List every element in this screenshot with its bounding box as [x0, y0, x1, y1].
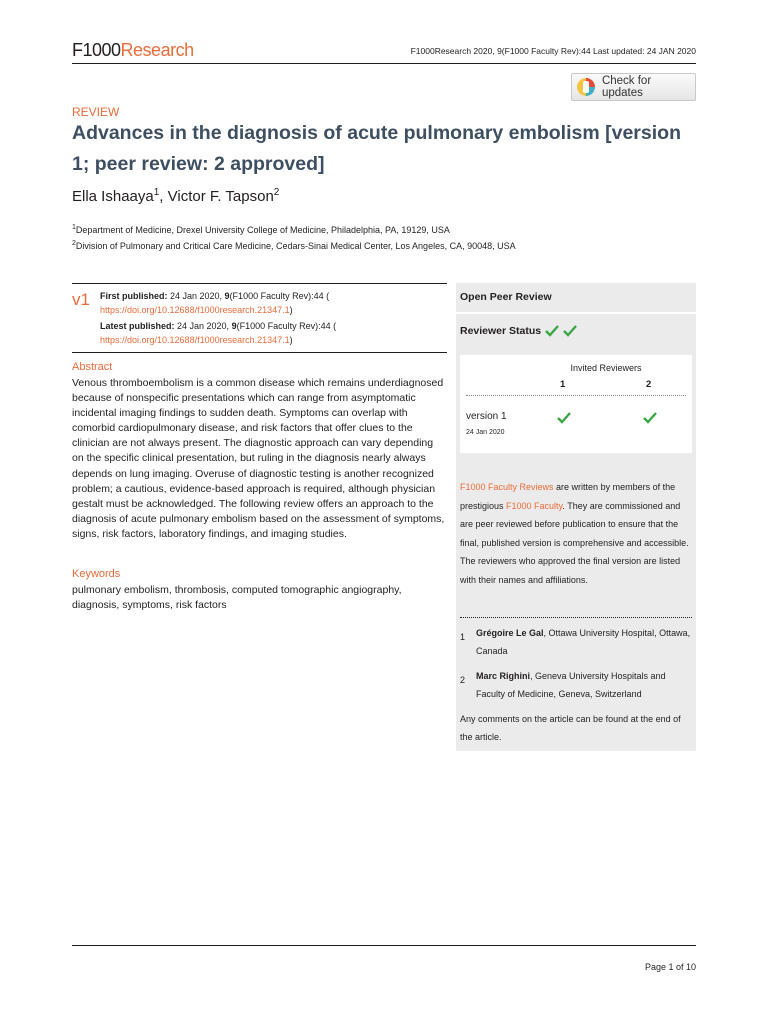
journal-logo[interactable] — [72, 40, 194, 61]
reviewer-affiliation: , Geneva University Hospitals and Faculty of Medicine, Geneva, Switzerland — [476, 671, 666, 699]
latest-published-date: 24 Jan 2020, — [174, 321, 232, 331]
faculty-review-info — [460, 478, 692, 589]
open-peer-review-panel — [456, 283, 696, 751]
latest-published-issue: (F1000 Faculty Rev):44 ( — [236, 321, 337, 331]
invited-reviewers-label: Invited Reviewers — [570, 363, 642, 373]
affiliation-text: Department of Medicine, Drexel University College of Medicine, Philadelphia, PA, 19129, USA — [75, 225, 450, 235]
pubinfo-top-divider — [72, 283, 447, 284]
approved-check-icon — [545, 325, 559, 337]
info-text: are written by members of the prestigious — [460, 482, 676, 511]
reviewer-name: Marc Righini — [476, 671, 531, 681]
version-label[interactable]: version 1 — [466, 411, 507, 422]
approved-check-icon[interactable] — [643, 412, 657, 424]
page-number: Page 1 of 10 — [644, 962, 696, 972]
author-name[interactable]: Victor F. Tapson — [167, 188, 274, 205]
abstract-heading: Abstract — [72, 361, 113, 373]
info-text: . They are commissioned and are peer reviewed before publication to ensure that the final, published version is comprehensive and accessible. The reviewers who approved the final version are listed with their names and affiliations. — [460, 500, 689, 585]
check-for-updates-label: Check for updates — [601, 75, 652, 99]
first-published-date: 24 Jan 2020, — [167, 291, 225, 301]
reviewer-number: 2 — [460, 675, 466, 685]
version-marker: v1 — [72, 290, 90, 309]
footer-divider — [72, 945, 696, 946]
panel-divider — [456, 312, 696, 314]
crossmark-icon — [576, 77, 596, 97]
keywords-text: pulmonary embolism, thrombosis, computed tomographic angiography, diagnosis, symptoms, risk factors — [72, 584, 402, 612]
reviewers-divider — [460, 617, 692, 618]
affiliation-number: 2 — [72, 240, 76, 247]
author-separator: , — [159, 188, 168, 205]
reviewer-affiliation: , Ottawa University Hospital, Ottawa, Canada — [476, 628, 691, 656]
latest-published-volume: 9 — [231, 321, 237, 331]
article-type: REVIEW — [72, 105, 120, 119]
paren-close: ) — [289, 335, 293, 345]
reviewer-entry — [460, 667, 692, 703]
faculty-reviews-link[interactable]: F1000 Faculty Reviews — [460, 482, 554, 492]
latest-published — [100, 319, 445, 347]
affiliation — [72, 225, 450, 235]
first-published — [100, 289, 445, 317]
check-for-updates-button[interactable] — [571, 73, 696, 101]
version-date: 24 Jan 2020 — [466, 429, 505, 436]
author-affil-ref: 1 — [153, 187, 160, 198]
approved-check-icon — [563, 325, 577, 337]
logo-f1000: F1000 — [72, 40, 121, 60]
table-divider — [466, 395, 686, 396]
latest-published-doi-link[interactable]: https://doi.org/10.12688/f1000research.21347.1 — [100, 335, 290, 345]
header-citation: F1000Research 2020, 9(F1000 Faculty Rev):44 Last updated: 24 JAN 2020 — [410, 46, 696, 56]
abstract-text: Venous thromboembolism is a common disease which remains underdiagnosed because of nonspecific presentations which can range from asymptomatic incidental imaging findings to sudden death. Symptoms can overlap with comorbid cardiopulmonary disease, and risk factors that offer clues to the clinician are not always present. The diagnostic approach can vary depending on the specific clinical presentation, but ruling in the diagnosis nearly always depends on lung imaging. Overuse of diagnostic testing is another recognized problem; a cautious, evidence-based approach is required, although physician gestalt must be acknowledged. The following review offers an approach to the diagnosis of acute pulmonary embolism based on the assessment of symptoms, signs, risk factors, laboratory findings, and imaging studies. — [72, 377, 445, 540]
reviewer-status — [460, 325, 577, 337]
reviewer-column-1[interactable]: 1 — [560, 379, 566, 390]
logo-research: Research — [120, 40, 194, 60]
author-affil-ref: 2 — [273, 187, 280, 198]
keywords-heading: Keywords — [72, 568, 121, 580]
header-divider — [72, 63, 696, 64]
first-published-doi-link[interactable]: https://doi.org/10.12688/f1000research.21347.1 — [100, 305, 290, 315]
author-name[interactable]: Ella Ishaaya — [72, 188, 154, 205]
reviewer-status-label: Reviewer Status — [460, 325, 542, 337]
first-published-label: First published: — [100, 291, 168, 301]
affiliation-text: Division of Pulmonary and Critical Care Medicine, Cedars-Sinai Medical Center, Los Angeles, CA, 90048, USA — [75, 241, 516, 251]
affiliation-number: 1 — [72, 224, 76, 231]
peer-review-title: Open Peer Review — [460, 291, 552, 303]
reviewer-name: Grégoire Le Gal — [476, 628, 544, 638]
reviewer-column-2[interactable]: 2 — [646, 379, 652, 390]
paren-close: ) — [289, 305, 293, 315]
first-published-issue: (F1000 Faculty Rev):44 ( — [229, 291, 330, 301]
approved-check-icon[interactable] — [557, 412, 571, 424]
pubinfo-bottom-divider — [72, 352, 447, 353]
author-list — [72, 188, 279, 205]
comments-note: Any comments on the article can be found at the end of the article. — [460, 714, 681, 742]
reviewer-number: 1 — [460, 632, 466, 642]
article-title: Advances in the diagnosis of acute pulmonary embolism [version 1; peer review: 2 approved] — [72, 122, 681, 175]
latest-published-label: Latest published: — [100, 321, 175, 331]
faculty-link[interactable]: F1000 Faculty — [506, 500, 563, 511]
first-published-volume: 9 — [224, 291, 230, 301]
reviewer-status-table — [460, 355, 692, 453]
affiliation — [72, 241, 516, 251]
reviewer-entry — [460, 624, 692, 660]
